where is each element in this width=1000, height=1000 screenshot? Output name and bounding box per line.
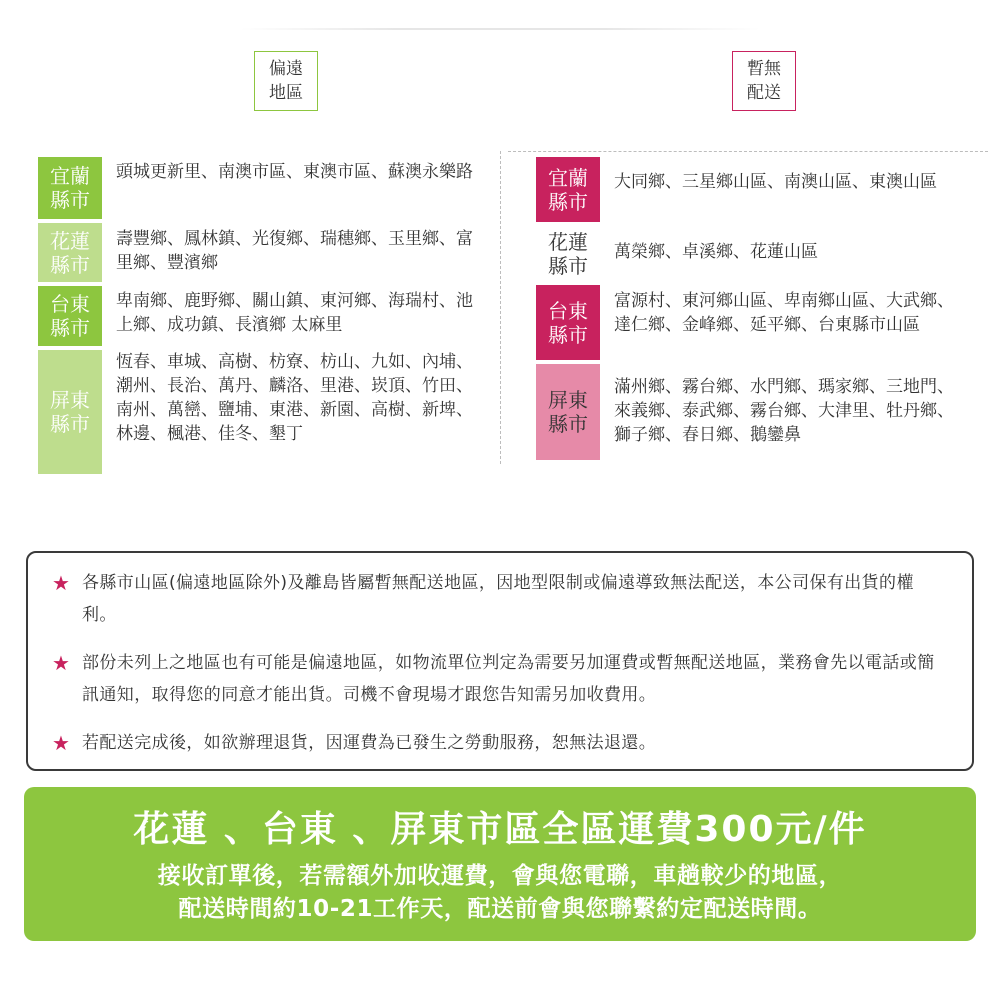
no-delivery-header: 暫無 配送 — [732, 51, 796, 111]
region-label: 宜蘭 縣市 — [536, 157, 600, 222]
remote-row-taitung — [38, 286, 478, 346]
dashed-divider-horizontal — [508, 151, 988, 152]
remote-row-pingtung — [38, 350, 478, 474]
region-label: 宜蘭 縣市 — [38, 157, 102, 219]
region-desc: 壽豐鄉、鳳林鎮、光復鄉、瑞穗鄉、玉里鄉、富里鄉、豐濱鄉 — [116, 229, 473, 273]
no-delivery-row-yilan — [536, 157, 968, 222]
note-item — [52, 647, 946, 711]
region-desc: 頭城更新里、南澳市區、東澳市區、蘇澳永樂路 — [116, 162, 473, 182]
note-text: 各縣市山區(偏遠地區除外)及離島皆屬暫無配送地區，因地型限制或偏遠導致無法配送，本公司保有出貨的權利。 — [82, 573, 914, 625]
note-text: 若配送完成後，如欲辦理退貨，因運費為已發生之勞動服務，恕無法退還。 — [82, 733, 657, 753]
notes-box — [26, 551, 974, 771]
region-desc: 萬榮鄉、卓溪鄉、花蓮山區 — [614, 242, 818, 262]
banner-line: 接收訂單後，若需額外加收運費，會與您電聯，車趟較少的地區， — [157, 863, 843, 889]
banner-title: 花蓮 、台東 、屏東市區全區運費300元/件 — [133, 809, 867, 850]
region-label: 花蓮 縣市 — [38, 223, 102, 282]
banner-line: 配送時間約10-21工作天，配送前會與您聯繫約定配送時間。 — [178, 896, 822, 922]
star-icon: ★ — [52, 651, 70, 675]
region-desc: 大同鄉、三星鄉山區、南澳山區、東澳山區 — [614, 172, 937, 192]
region-label: 台東 縣市 — [38, 286, 102, 346]
note-item — [52, 727, 946, 759]
remote-row-yilan — [38, 157, 478, 219]
star-icon: ★ — [52, 731, 70, 755]
region-desc: 富源村、東河鄉山區、卑南鄉山區、大武鄉、達仁鄉、金峰鄉、延平鄉、台東縣市山區 — [614, 291, 954, 335]
top-divider — [240, 28, 760, 30]
region-desc: 恆春、車城、高樹、枋寮、枋山、九如、內埔、潮州、長治、萬丹、麟洛、里港、崁頂、竹田、南州、萬巒、鹽埔、東港、新園、高樹、新埤、林邊、楓港、佳冬、墾丁 — [116, 352, 473, 444]
no-delivery-row-hualien — [536, 226, 968, 281]
note-item — [52, 567, 946, 631]
no-delivery-row-pingtung — [536, 364, 968, 460]
no-delivery-row-taitung — [536, 285, 968, 360]
remote-row-hualien — [38, 223, 478, 282]
region-label: 花蓮 縣市 — [536, 226, 600, 281]
note-text: 部份未列上之地區也有可能是偏遠地區，如物流單位判定為需要另加運費或暫無配送地區，業務會先以電話或簡訊通知，取得您的同意才能出貨。司機不會現場才跟您告知需另加收費用。 — [82, 653, 935, 705]
region-label: 屏東 縣市 — [38, 350, 102, 474]
shipping-fee-banner — [24, 787, 976, 941]
region-desc: 滿州鄉、霧台鄉、水門鄉、瑪家鄉、三地門、來義鄉、泰武鄉、霧台鄉、大津里、牡丹鄉、獅子鄉、春日鄉、鵝鑾鼻 — [614, 377, 954, 445]
star-icon: ★ — [52, 571, 70, 595]
dashed-divider-vertical — [500, 151, 501, 464]
region-label: 台東 縣市 — [536, 285, 600, 360]
region-label: 屏東 縣市 — [536, 364, 600, 460]
remote-areas-header: 偏遠 地區 — [254, 51, 318, 111]
region-desc: 卑南鄉、鹿野鄉、關山鎮、東河鄉、海瑞村、池上鄉、成功鎮、長濱鄉 太麻里 — [116, 291, 473, 335]
